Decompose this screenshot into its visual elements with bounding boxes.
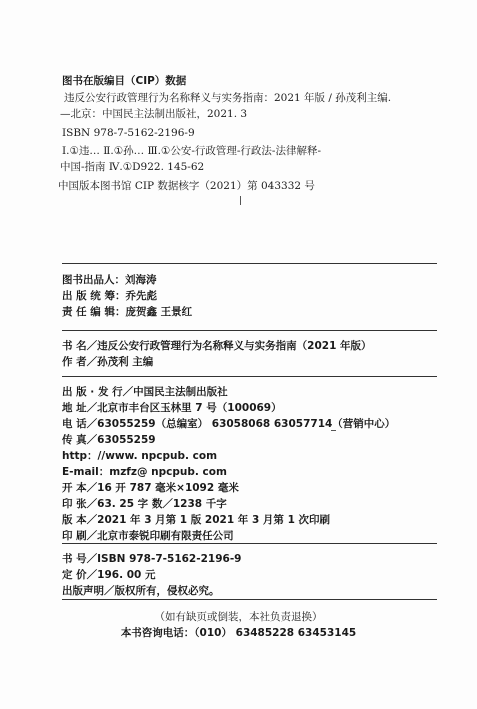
cip-number: 中国版本图书馆 CIP 数据核字（2021）第 043332 号 xyxy=(58,180,315,192)
divider-4 xyxy=(62,543,437,544)
phone: 电 话／63055259（总编室） 63058068 63057714（营销中心） xyxy=(62,418,396,430)
cip-block xyxy=(58,75,437,192)
sales-block xyxy=(62,553,437,597)
planner: 出 版 统 筹：乔先彪 xyxy=(62,290,157,302)
ink-mark xyxy=(240,196,241,205)
cip-title-line1: 违反公安行政管理行为名称释义与实务指南：2021 年版 / 孙茂利主编. xyxy=(64,92,392,104)
book-name: 书 名／违反公安行政管理行为名称释义与实务指南（2021 年版） xyxy=(62,340,372,352)
edition: 版 本／2021 年 3 月第 1 版 2021 年 3 月第 1 次印刷 xyxy=(62,514,331,526)
printer: 印 刷／北京市泰锐印刷有限责任公司 xyxy=(62,530,234,542)
footer-notice: （如有缺页或倒装，本社负责退换） xyxy=(154,611,323,623)
footer-hotline: 本书咨询电话：（010） 63485228 63453145 xyxy=(120,627,357,639)
book-block xyxy=(62,341,437,371)
cip-title-line2: —北京：中国民主法制出版社，2021. 3 xyxy=(60,108,248,120)
format: 开 本／16 开 787 毫米×1092 毫米 xyxy=(62,482,239,494)
fax: 传 真／63055259 xyxy=(62,434,156,446)
divider-1 xyxy=(62,263,437,264)
editor: 责 任 编 辑：庞贺鑫 王景红 xyxy=(62,306,193,318)
book-author: 作 者／孙茂利 主编 xyxy=(62,356,154,368)
statement: 出版声明／版权所有，侵权必究。 xyxy=(62,585,220,597)
tick-mark xyxy=(331,430,336,431)
cip-heading: 图书在版编目（CIP）数据 xyxy=(62,75,187,87)
publisher: 出 版 · 发 行／中国民主法制出版社 xyxy=(62,386,228,398)
publish-block xyxy=(62,386,437,542)
credits-block xyxy=(62,275,437,325)
cip-class-line1: Ⅰ.①违… Ⅱ.①孙… Ⅲ.①公安-行政管理-行政法-法律解释- xyxy=(62,145,322,157)
cip-isbn: ISBN 978-7-5162-2196-9 xyxy=(62,127,195,139)
email: E-mail：mzfz@ npcpub. com xyxy=(62,466,227,478)
divider-3 xyxy=(62,376,437,377)
divider-2 xyxy=(62,330,437,331)
sheets: 印 张／63. 25 字 数／1238 千字 xyxy=(62,498,227,510)
address: 地 址／北京市丰台区玉林里 7 号（100069） xyxy=(62,402,282,414)
website: http：//www. npcpub. com xyxy=(62,450,218,462)
book-number: 书 号／ISBN 978-7-5162-2196-9 xyxy=(62,553,242,565)
divider-5 xyxy=(62,599,437,600)
publisher-person: 图书出品人：刘海涛 xyxy=(62,274,157,286)
cip-class-line2: 中国-指南 Ⅳ.①D922. 145-62 xyxy=(60,161,205,173)
price: 定 价／196. 00 元 xyxy=(62,569,156,581)
